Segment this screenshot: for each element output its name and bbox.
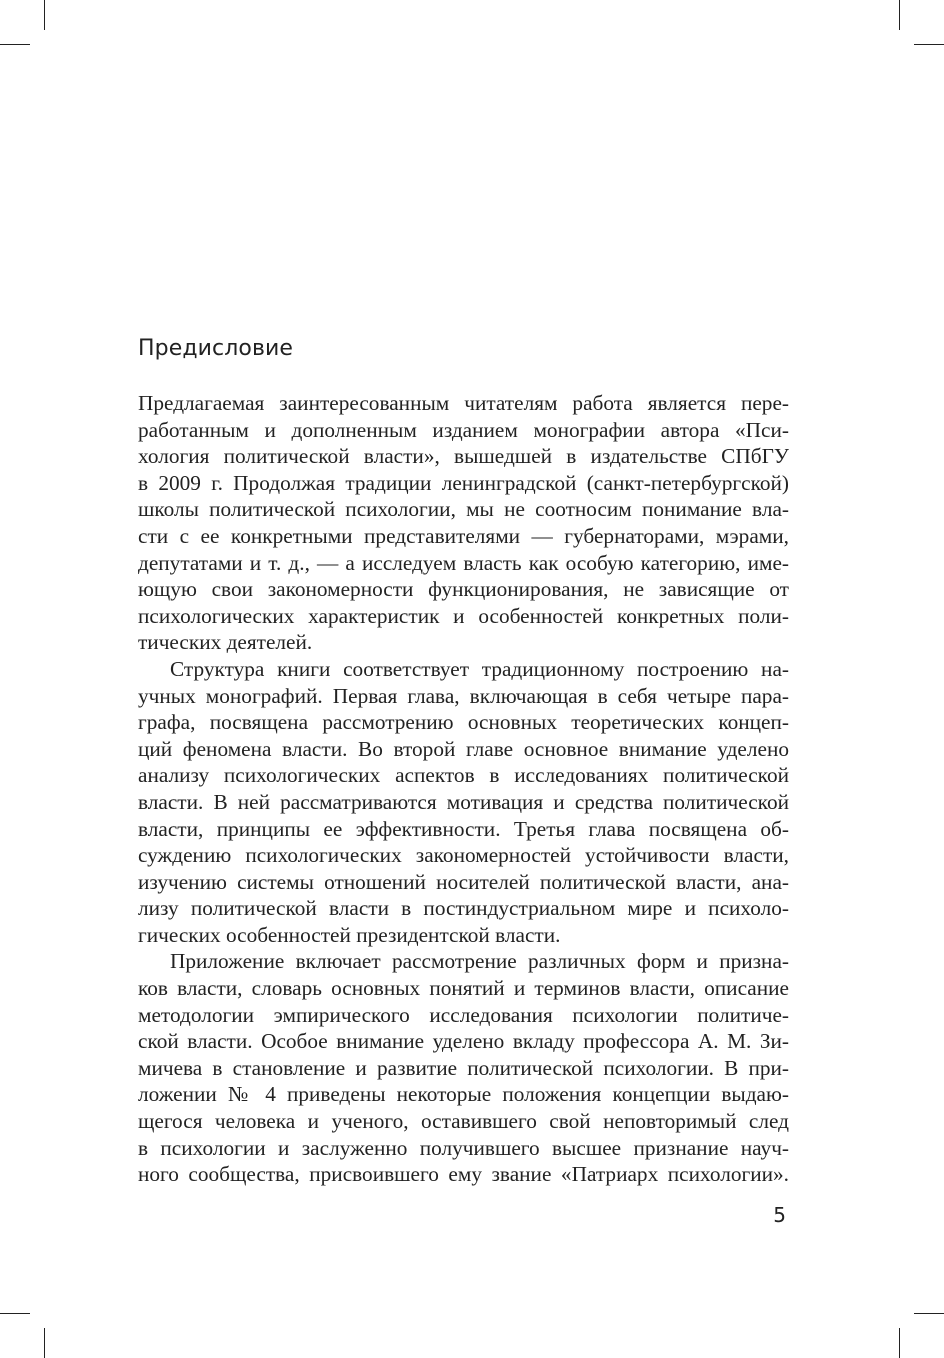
text-line: сти с ее конкретными представителями — губернаторами, мэрами, xyxy=(138,523,789,548)
text-line: методологии эмпирического исследования психологии политиче- xyxy=(138,1002,789,1027)
paragraph-1 xyxy=(138,390,789,656)
crop-mark-bottom-right-vertical xyxy=(899,1328,900,1358)
text-line: Структура книги соответствует традиционному построению на- xyxy=(170,656,789,681)
page-number: 5 xyxy=(773,1203,786,1227)
text-line: депутатами и т. д., — а исследуем власть как особую категорию, име- xyxy=(138,550,789,575)
text-line: ской власти. Особое внимание уделено вкладу профессора А. М. Зи- xyxy=(138,1029,789,1054)
text-line: работанным и дополненным изданием монографии автора «Пси- xyxy=(138,417,789,442)
crop-mark-top-left-horizontal xyxy=(0,44,30,45)
text-line: анализу психологических аспектов в исследованиях политической xyxy=(138,763,789,788)
text-line: власти. В ней рассматриваются мотивация и средства политической xyxy=(138,789,789,814)
text-line: графа, посвящена рассмотрению основных теоретических концеп- xyxy=(138,710,789,735)
text-line: ций феномена власти. Во второй главе основное внимание уделено xyxy=(138,736,789,761)
text-line: лизу политической власти в постиндустриальном мире и психоло- xyxy=(138,896,789,921)
text-line: ложении № 4 приведены некоторые положения концепции выдаю- xyxy=(138,1082,789,1107)
crop-mark-bottom-left-vertical xyxy=(44,1328,45,1358)
text-line: ющую свои закономерности функционирования, не зависящие от xyxy=(138,577,789,602)
text-line: в 2009 г. Продолжая традиции ленинградской (санкт-петербургской) xyxy=(138,470,789,495)
text-line: ного сообщества, присвоившего ему звание «Патриарх психологии». xyxy=(138,1162,789,1187)
text-line: гических особенностей президентской власти. xyxy=(138,922,561,947)
crop-mark-bottom-right-horizontal xyxy=(914,1313,944,1314)
text-line: тических деятелей. xyxy=(138,630,313,655)
text-line: хология политической власти», вышедшей в издательстве СПбГУ xyxy=(138,444,789,469)
text-line: школы политической психологии, мы не соотносим понимание вла- xyxy=(138,497,789,522)
text-line: суждению психологических закономерностей устойчивости власти, xyxy=(138,843,789,868)
crop-mark-bottom-left-horizontal xyxy=(0,1313,30,1314)
paragraph-2 xyxy=(138,656,789,949)
text-line: мичева в становление и развитие политической психологии. В при- xyxy=(138,1055,789,1080)
text-line: в психологии и заслуженно получившего высшее признание науч- xyxy=(138,1135,789,1160)
page-title: Предисловие xyxy=(138,336,294,361)
crop-mark-top-left-vertical xyxy=(44,0,45,30)
text-line: психологических характеристик и особенностей конкретных поли- xyxy=(138,603,789,628)
text-line: учных монографий. Первая глава, включающая в себя четыре пара- xyxy=(138,683,789,708)
text-line: щегося человека и ученого, оставившего свой неповторимый след xyxy=(138,1109,789,1134)
text-line: Приложение включает рассмотрение различных форм и призна- xyxy=(170,949,789,974)
body-text xyxy=(138,390,789,1188)
crop-mark-top-right-vertical xyxy=(899,0,900,30)
crop-mark-top-right-horizontal xyxy=(914,44,944,45)
text-line: ков власти, словарь основных понятий и терминов власти, описание xyxy=(138,976,789,1001)
paragraph-3 xyxy=(138,948,789,1187)
text-line: изучению системы отношений носителей политической власти, ана- xyxy=(138,869,789,894)
text-line: Предлагаемая заинтересованным читателям работа является пере- xyxy=(138,391,789,415)
text-line: власти, принципы ее эффективности. Третья глава посвящена об- xyxy=(138,816,789,841)
